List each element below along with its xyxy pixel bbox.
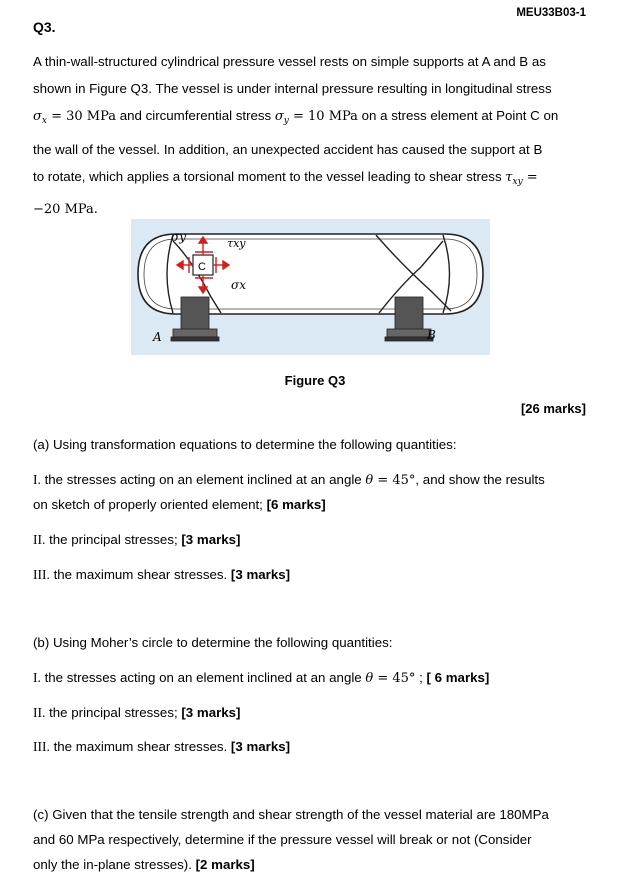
sigma-x-symbol: σ xyxy=(33,109,42,125)
marks-badge: [ 6 marks] xyxy=(426,670,490,685)
total-marks: [26 marks] xyxy=(520,401,586,416)
theta-symbol: θ xyxy=(365,671,374,686)
theta-symbol: θ xyxy=(365,473,374,488)
label-sigma-y: σy xyxy=(171,230,186,244)
part-b-item-3: III. the maximum shear stresses. [3 marks] xyxy=(33,739,291,754)
label-tau-xy: τxy xyxy=(227,237,246,250)
tau-equals: = xyxy=(522,169,538,185)
course-code: MEU33B03-1 xyxy=(516,7,586,19)
label-B: B xyxy=(427,328,436,342)
intro-line-5-start: to rotate, which applies a torsional moment to the vessel leading to shear stress xyxy=(33,168,506,184)
tau-symbol: τ xyxy=(505,169,513,185)
pressure-vessel-figure xyxy=(131,219,490,355)
figure-caption: Figure Q3 xyxy=(284,373,346,388)
sigma-y-symbol: σ xyxy=(274,109,284,125)
part-c-line-2: and 60 MPa respectively, determine if the pressure vessel will break or not (Consider xyxy=(33,832,532,847)
sigma-x-subscript: x xyxy=(41,116,47,127)
part-c-line-3: only the in-plane stresses). [2 marks] xyxy=(33,857,255,872)
intro-line-3 xyxy=(33,102,593,135)
question-number: Q3. xyxy=(33,19,56,35)
sigma-x-value: = 30 MPa xyxy=(46,109,117,125)
tau-subscript: xy xyxy=(512,176,523,187)
marks-badge: [6 marks] xyxy=(266,497,326,512)
label-C: C xyxy=(198,261,206,273)
intro-line-5 xyxy=(33,163,593,196)
intro-line-1: A thin-wall-structured cylindrical pressure vessel rests on simple supports at A and B as xyxy=(33,54,546,69)
part-a-heading: (a) Using transformation equations to determine the following quantities: xyxy=(33,437,457,452)
label-A: A xyxy=(153,330,162,344)
marks-badge: [3 marks] xyxy=(181,705,241,720)
part-b-item-1: I. the stresses acting on an element inclined at an angle θ = 45° ; [ 6 marks] xyxy=(33,670,490,686)
part-b-item-2: II. the principal stresses; [3 marks] xyxy=(33,705,241,720)
part-a-item-1-cont: on sketch of properly oriented element; [6 marks] xyxy=(33,497,326,512)
part-a-item-2: II. the principal stresses; [3 marks] xyxy=(33,532,241,547)
part-b-heading: (b) Using Moher’s circle to determine the following quantities: xyxy=(33,635,393,650)
part-a-item-1: I. the stresses acting on an element inclined at an angle θ = 45°, and show the results xyxy=(33,472,545,488)
label-sigma-x: σx xyxy=(231,278,246,292)
marks-badge: [2 marks] xyxy=(195,857,255,872)
intro-line-4: the wall of the vessel. In addition, an unexpected accident has caused the support at B xyxy=(33,141,543,157)
intro-line-3-end: on a stress element at Point C on xyxy=(357,108,559,124)
problem-statement xyxy=(33,48,593,223)
part-c-line-1: (c) Given that the tensile strength and shear strength of the vessel material are 180MPa xyxy=(33,807,549,822)
sigma-y-value: = 10 MPa xyxy=(288,109,358,125)
marks-badge: [3 marks] xyxy=(230,567,291,582)
intro-line-6: −20 MPa. xyxy=(33,202,98,218)
part-a-item-3: III. the maximum shear stresses. [3 marks] xyxy=(33,567,291,582)
marks-badge: [3 marks] xyxy=(181,532,241,547)
intro-line-3-mid: and circumferential stress xyxy=(116,108,275,124)
intro-line-2: shown in Figure Q3. The vessel is under internal pressure resulting in longitudinal stress xyxy=(33,81,552,97)
sigma-y-subscript: y xyxy=(283,116,289,127)
marks-badge: [3 marks] xyxy=(230,739,291,754)
